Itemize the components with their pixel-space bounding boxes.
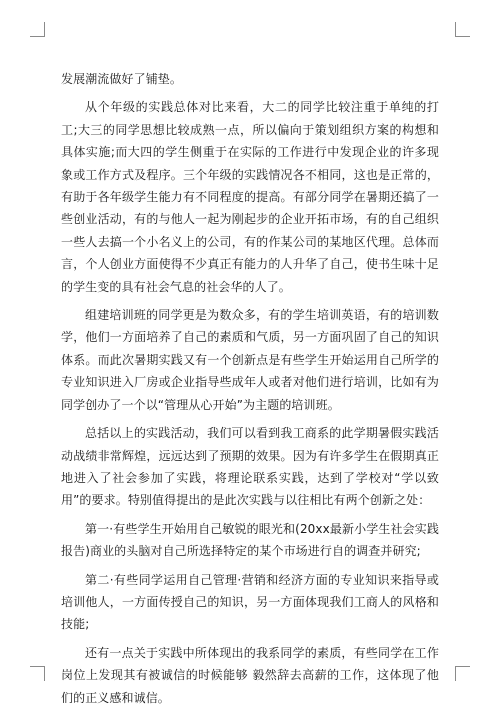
paragraph-training-classes: 组建培训班的同学更是为数众多，有的学生培训英语，有的培训数学，他们一方面培养了自己的素质和气质，另一方面巩固了自己的知识体系。而此次暑期实践又有一个创新点是有些学生开始运用自己所学的专业知识进入厂房或企业指导些成年人或者对他们进行培训，比如有为同学创办了一个以“管理从心开始”为主题的培训班。 xyxy=(61,308,439,412)
paragraph-summary: 总括以上的实践活动，我们可以看到我工商系的此学期暑假实践活动战绩非常辉煌，远远达到了预期的效果。因为有许多学生在假期真正地进入了社会参加了实践，将理论联系实践，达到了学校对“学以致用”的要求。特别值得提出的是此次实践与以往相比有两个创新之处： xyxy=(61,426,439,508)
crop-mark-top-left xyxy=(30,22,45,37)
crop-mark-top-right xyxy=(455,22,470,37)
paragraph-grade-comparison: 从个年级的实践总体对比来看，大二的同学比较注重于单纯的打工;大三的同学思想比较成熟一点，所以偏向于策划组织方案的构想和具体实施;而大四的学生侧重于在实际的工作进行中发现企业的许多现象或工作方式及程序。三个年级的实践情况各不相同，这也是正常的，有助于各年级学生能力有不同程度的提高。有部分同学在暑期还搞了一些创业活动，有的与他人一起为刚起步的企业开拓市场，有的自己组织一些人去搞一个小名义上的公司，有的作某公司的某地区代理。总体而言，个人创业方面使得不少真正有能力的人升华了自己，使书生味十足的学生变的具有社会气息的社会华的人了。 xyxy=(61,100,439,294)
paragraph-innovation-1: 第一·有些学生开始用自己敏锐的眼光和(20xx最新小学生社会实践报告)商业的头脑对自己所选择特定的某个市场进行自的调查并研究; xyxy=(61,521,439,559)
paragraph-continuation: 发展潮流做好了铺垫。 xyxy=(61,72,183,86)
crop-mark-bottom-left xyxy=(30,666,45,681)
crop-mark-bottom-right xyxy=(455,666,470,681)
document-body xyxy=(61,68,439,709)
paragraph-integrity: 还有一点关于实践中所体现出的我系同学的素质，有些同学在工作岗位上发现其有被诚信的时候能够 毅然辞去高薪的工作，这体现了他们的正义感和诚信。 xyxy=(61,645,439,705)
paragraph-innovation-2: 第二·有些同学运用自己管理·营销和经济方面的专业知识来指导或培训他人，一方面传授自己的知识，另一方面体现我们工商人的风格和技能; xyxy=(61,572,439,632)
